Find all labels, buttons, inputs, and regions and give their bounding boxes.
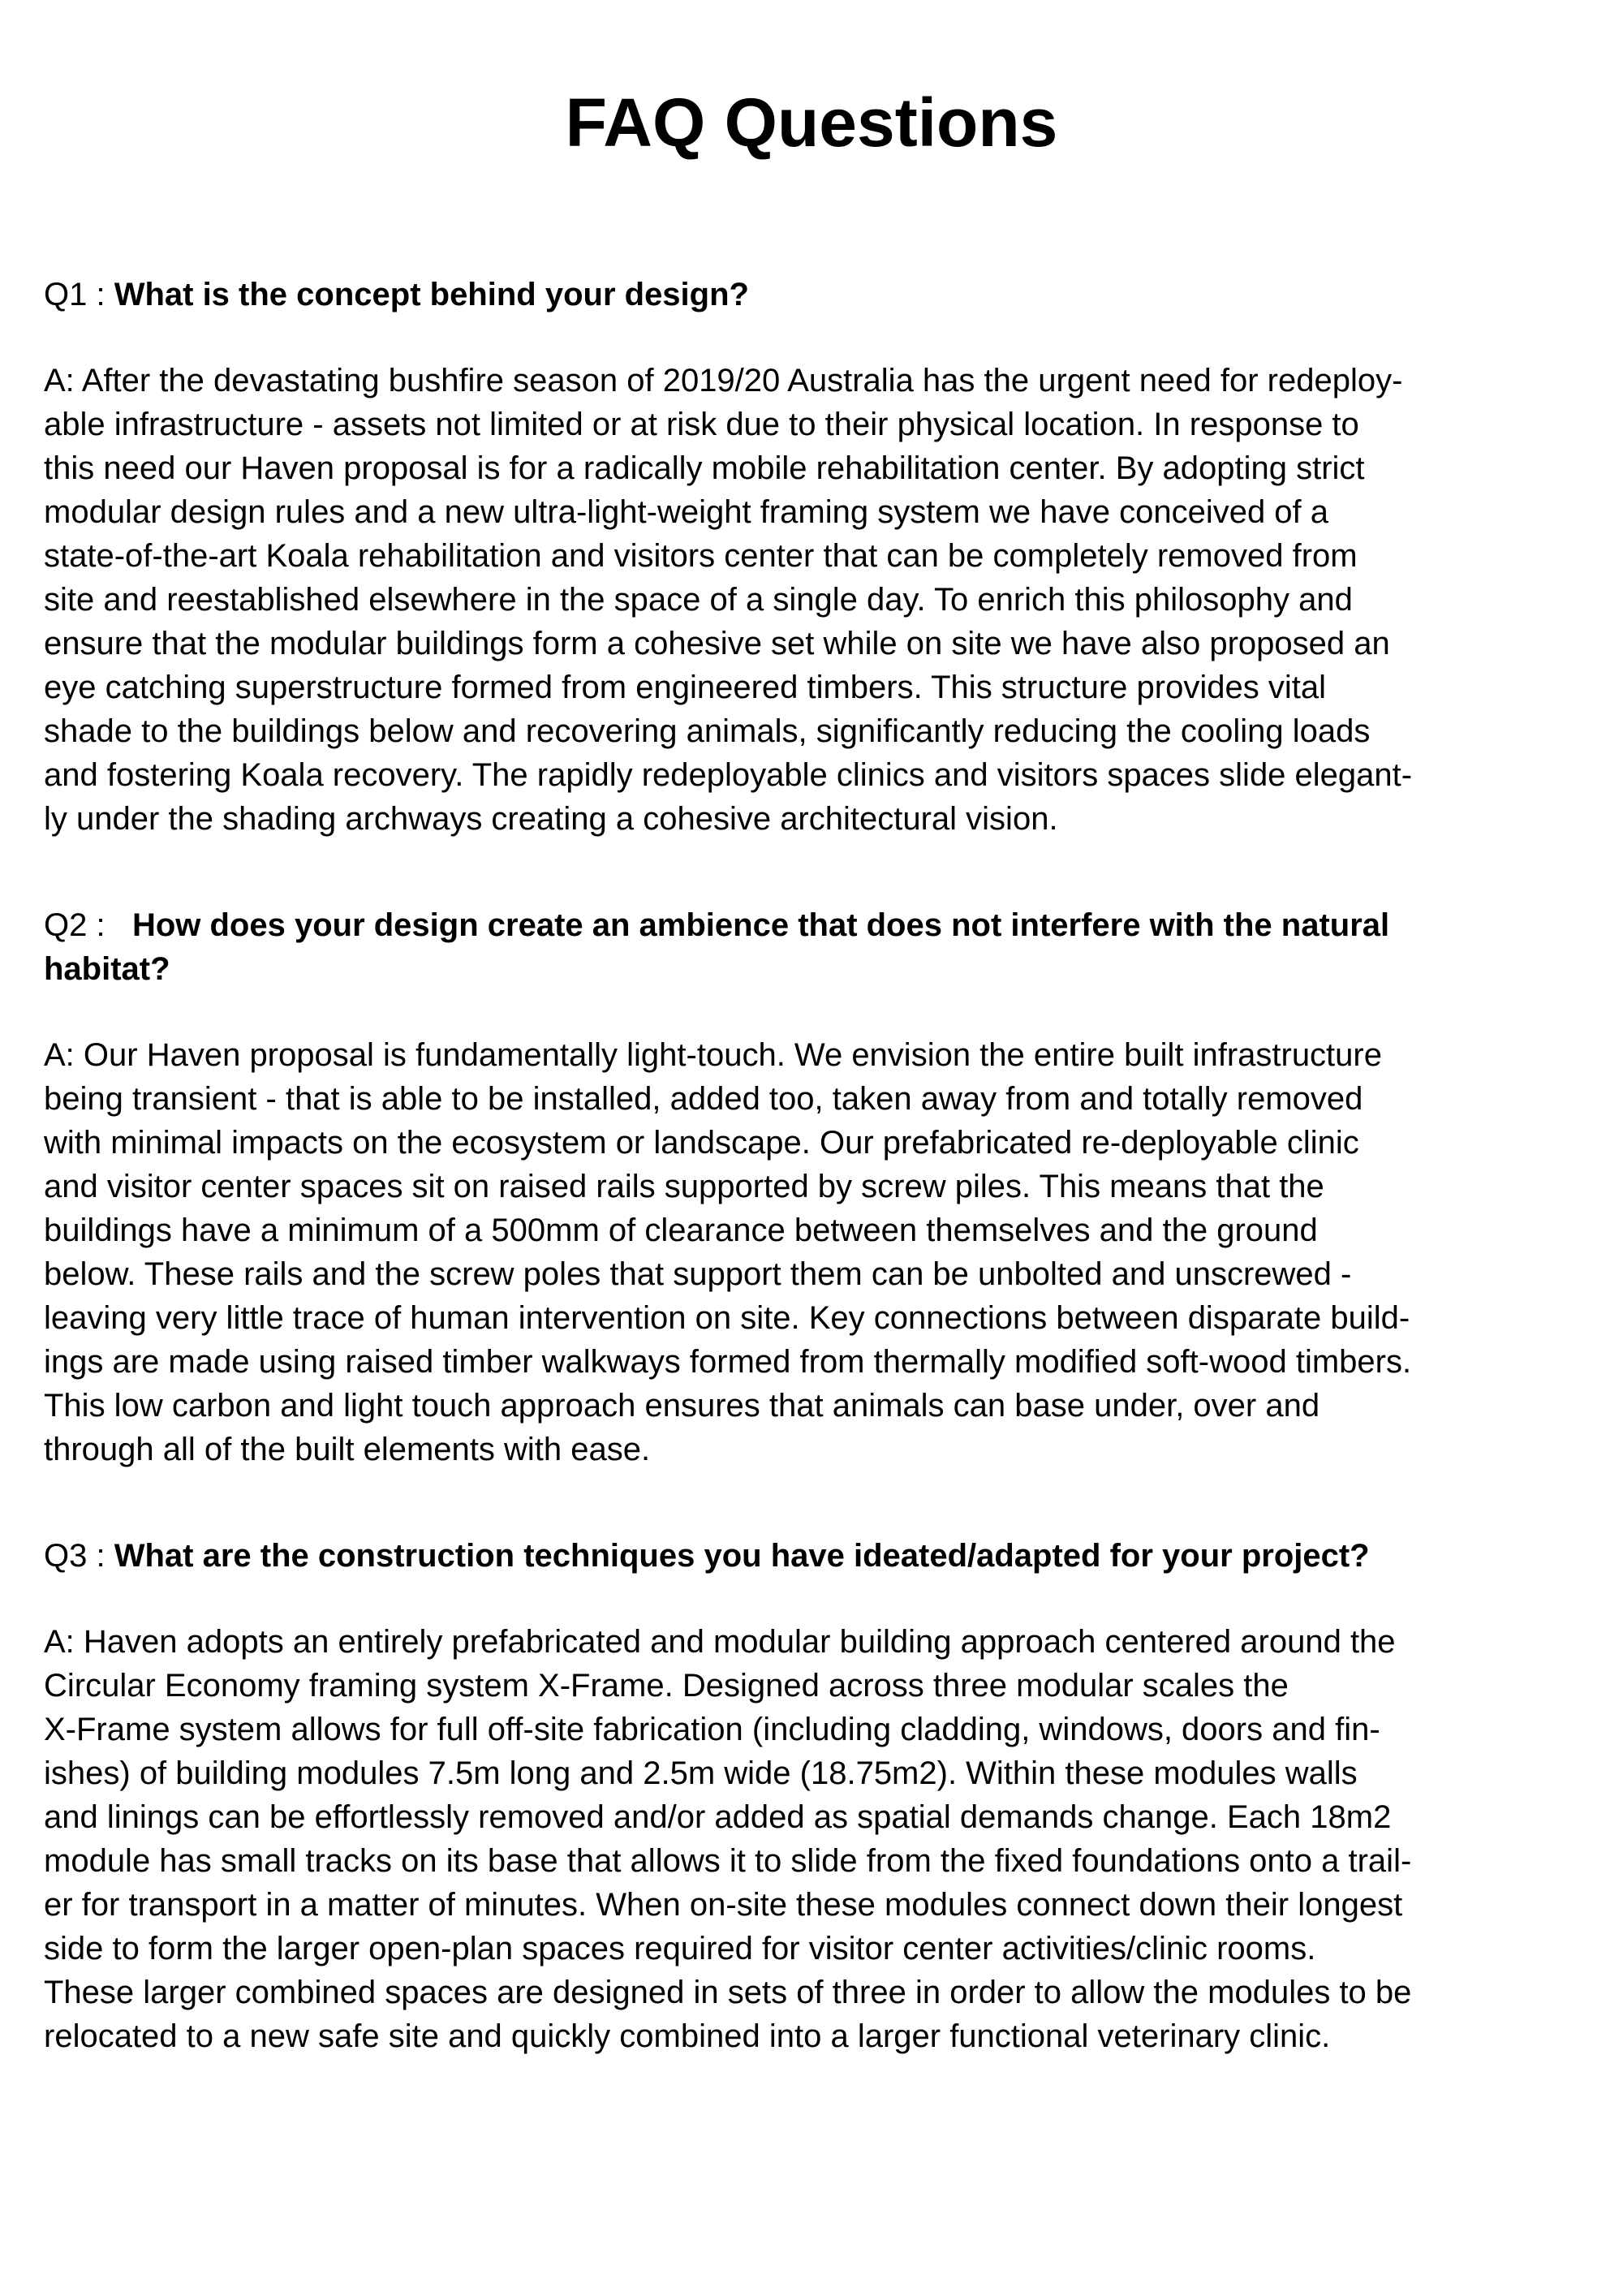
question-label: Q1 :: [44, 277, 114, 312]
answer-line: er for transport in a matter of minutes. When on-site these modules connect down their longest: [44, 1887, 1403, 1923]
answer-line: modular design rules and a new ultra-light-weight framing system we have conceived of a: [44, 494, 1329, 530]
answer-line: leaving very little trace of human intervention on site. Key connections between disparate build-: [44, 1300, 1410, 1336]
faq-item-q2: [44, 903, 1586, 1471]
answer-line: being transient - that is able to be installed, added too, taken away from and totally removed: [44, 1081, 1363, 1117]
answer-line: A: After the devastating bushfire season of 2019/20 Australia has the urgent need for redeploy-: [44, 363, 1403, 398]
question-text: What are the construction techniques you have ideated/adapted for your project?: [114, 1538, 1370, 1574]
answer-line: Circular Economy framing system X-Frame. Designed across three modular scales the: [44, 1668, 1289, 1704]
answer-line: This low carbon and light touch approach ensures that animals can base under, over and: [44, 1388, 1320, 1424]
answer-line: buildings have a minimum of a 500mm of clearance between themselves and the ground: [44, 1213, 1318, 1248]
question-text: habitat?: [44, 951, 170, 987]
answer-q1: [44, 359, 1586, 841]
question-label: Q3 :: [44, 1538, 114, 1574]
answer-line: state-of-the-art Koala rehabilitation and visitors center that can be completely removed from: [44, 538, 1358, 574]
answer-line: and linings can be effortlessly removed and/or added as spatial demands change. Each 18m2: [44, 1799, 1392, 1835]
answer-line: These larger combined spaces are designed in sets of three in order to allow the modules to be: [44, 1975, 1412, 2010]
answer-line: through all of the built elements with ease.: [44, 1432, 651, 1467]
answer-line: ly under the shading archways creating a cohesive architectural vision.: [44, 801, 1058, 837]
answer-line: ings are made using raised timber walkways formed from thermally modified soft-wood timbers.: [44, 1344, 1412, 1380]
page-title: FAQ Questions: [565, 84, 1058, 161]
question-q2: [44, 903, 1586, 991]
faq-item-q1: [44, 273, 1586, 841]
answer-line: site and reestablished elsewhere in the space of a single day. To enrich this philosophy and: [44, 582, 1353, 618]
answer-line: this need our Haven proposal is for a radically mobile rehabilitation center. By adopting strict: [44, 450, 1365, 486]
answer-line: ensure that the modular buildings form a cohesive set while on site we have also proposed an: [44, 626, 1390, 661]
answer-line: eye catching superstructure formed from engineered timbers. This structure provides vital: [44, 670, 1326, 705]
answer-line: relocated to a new safe site and quickly combined into a larger functional veterinary clinic.: [44, 2018, 1331, 2054]
answer-line: shade to the buildings below and recovering animals, significantly reducing the cooling loads: [44, 713, 1371, 749]
question-text: How does your design create an ambience that does not interfere with the natural: [131, 907, 1390, 943]
answer-line: module has small tracks on its base that allows it to slide from the fixed foundations onto a trail-: [44, 1843, 1412, 1879]
question-text: What is the concept behind your design?: [114, 277, 749, 312]
question-q1: [44, 273, 1586, 317]
answer-line: below. These rails and the screw poles that support them can be unbolted and unscrewed -: [44, 1256, 1352, 1292]
answer-line: able infrastructure - assets not limited or at risk due to their physical location. In response to: [44, 407, 1359, 442]
question-q3: [44, 1534, 1586, 1578]
answer-line: X-Frame system allows for full off-site fabrication (including cladding, windows, doors and fin-: [44, 1712, 1380, 1747]
answer-q3: [44, 1620, 1586, 2058]
answer-line: and visitor center spaces sit on raised rails supported by screw piles. This means that the: [44, 1169, 1324, 1204]
answer-line: with minimal impacts on the ecosystem or landscape. Our prefabricated re-deployable clinic: [44, 1125, 1359, 1161]
answer-line: A: Our Haven proposal is fundamentally light-touch. We envision the entire built infrastructure: [44, 1037, 1382, 1073]
answer-line: and fostering Koala recovery. The rapidly redeployable clinics and visitors spaces slide elegant-: [44, 757, 1413, 793]
answer-line: ishes) of building modules 7.5m long and 2.5m wide (18.75m2). Within these modules walls: [44, 1755, 1358, 1791]
faq-item-q3: [44, 1534, 1586, 2058]
answer-line: A: Haven adopts an entirely prefabricated and modular building approach centered around the: [44, 1624, 1396, 1660]
answer-q2: [44, 1033, 1586, 1471]
question-label: Q2 :: [44, 907, 132, 943]
answer-line: side to form the larger open-plan spaces required for visitor center activities/clinic rooms.: [44, 1931, 1316, 1966]
